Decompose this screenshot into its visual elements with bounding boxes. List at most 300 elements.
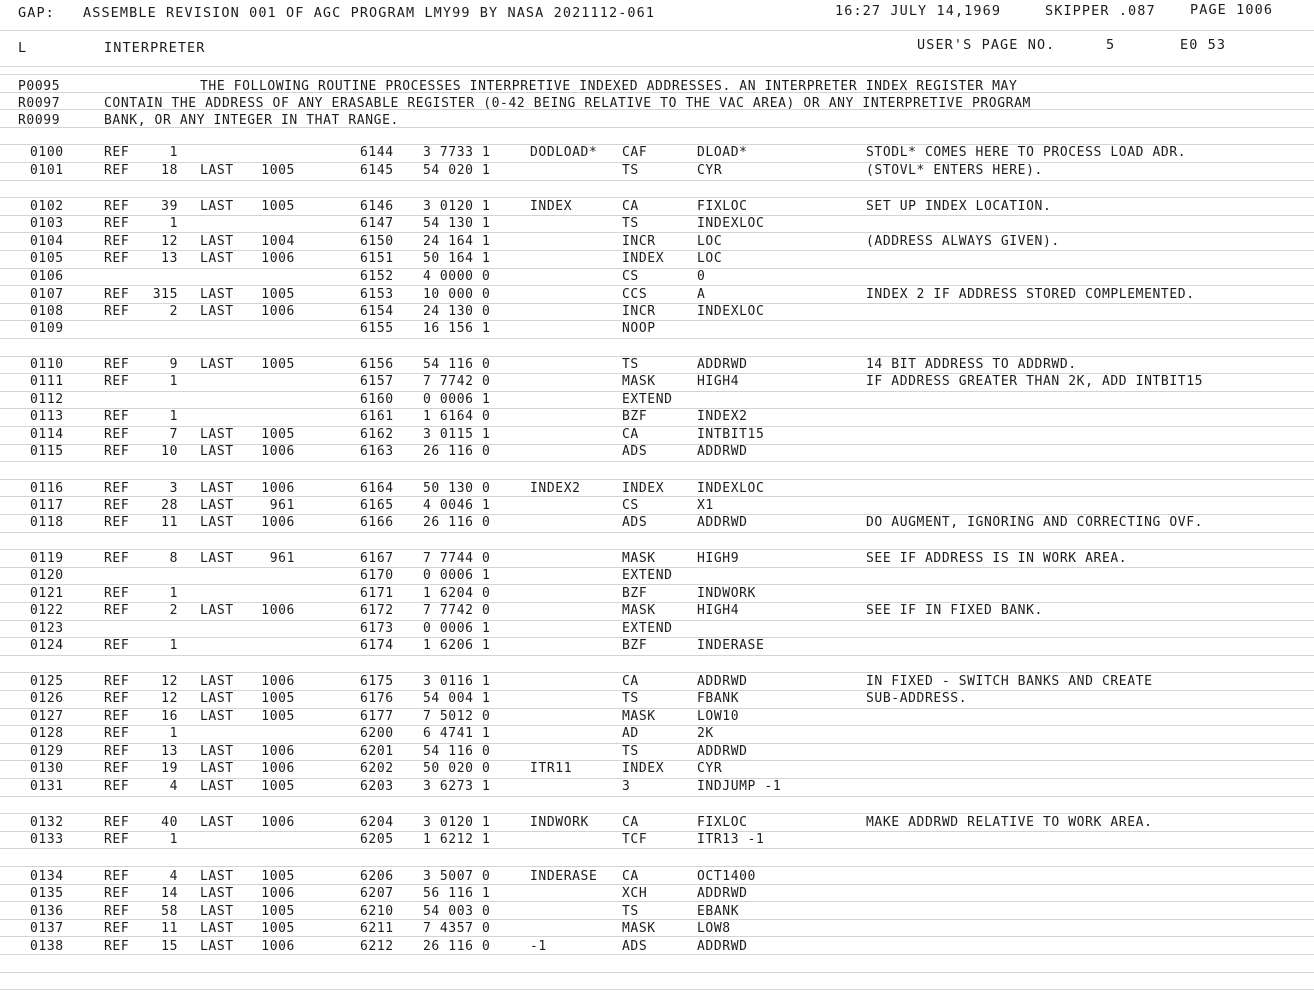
- octal-code: 3 0116 1: [423, 674, 491, 689]
- last-keyword: LAST: [200, 815, 234, 830]
- listing-line-number: 0109: [30, 321, 64, 336]
- location-address: 6144: [360, 145, 394, 160]
- header-assemble: ASSEMBLE REVISION 001 OF AGC PROGRAM LMY99 BY NASA 2021112-061: [83, 5, 656, 21]
- last-page: 1005: [261, 869, 295, 884]
- location-address: 6207: [360, 886, 394, 901]
- ref-count: 7: [169, 427, 178, 442]
- operand: INDJUMP -1: [697, 779, 782, 794]
- opcode: MASK: [622, 709, 656, 724]
- octal-code: 54 004 1: [423, 691, 491, 706]
- ref-count: 4: [169, 869, 178, 884]
- operand: 0: [697, 269, 706, 284]
- octal-code: 1 6204 0: [423, 586, 491, 601]
- last-keyword: LAST: [200, 251, 234, 266]
- ref-count: 19: [161, 761, 178, 776]
- listing-line-number: 0105: [30, 251, 64, 266]
- comment: SEE IF IN FIXED BANK.: [866, 603, 1043, 618]
- last-page: 1006: [261, 603, 295, 618]
- opcode: BZF: [622, 638, 648, 653]
- ref-count: 16: [161, 709, 178, 724]
- listing-line-number: 0101: [30, 163, 64, 178]
- ref-keyword: REF: [104, 409, 130, 424]
- ref-count: 9: [169, 357, 178, 372]
- ref-keyword: REF: [104, 145, 130, 160]
- last-keyword: LAST: [200, 304, 234, 319]
- listing-line-number: 0129: [30, 744, 64, 759]
- listing-line-number: 0106: [30, 269, 64, 284]
- ref-count: 1: [169, 586, 178, 601]
- octal-code: 54 003 0: [423, 904, 491, 919]
- ref-keyword: REF: [104, 586, 130, 601]
- ref-count: 2: [169, 603, 178, 618]
- operand: FIXLOC: [697, 199, 748, 214]
- comment: SUB-ADDRESS.: [866, 691, 968, 706]
- last-keyword: LAST: [200, 481, 234, 496]
- location-address: 6203: [360, 779, 394, 794]
- ref-keyword: REF: [104, 427, 130, 442]
- operand: FIXLOC: [697, 815, 748, 830]
- operand: ADDRWD: [697, 939, 748, 954]
- ref-keyword: REF: [104, 691, 130, 706]
- octal-code: 26 116 0: [423, 515, 491, 530]
- ref-keyword: REF: [104, 939, 130, 954]
- location-address: 6212: [360, 939, 394, 954]
- octal-code: 3 0120 1: [423, 815, 491, 830]
- ref-keyword: REF: [104, 163, 130, 178]
- ref-count: 11: [161, 515, 178, 530]
- ref-keyword: REF: [104, 832, 130, 847]
- operand: A: [697, 287, 706, 302]
- last-keyword: LAST: [200, 709, 234, 724]
- last-keyword: LAST: [200, 234, 234, 249]
- ref-keyword: REF: [104, 779, 130, 794]
- opcode: CA: [622, 674, 639, 689]
- operand: HIGH4: [697, 374, 740, 389]
- last-keyword: LAST: [200, 287, 234, 302]
- ref-keyword: REF: [104, 481, 130, 496]
- ref-count: 10: [161, 444, 178, 459]
- header-page: PAGE 1006: [1190, 2, 1274, 18]
- last-page: 1005: [261, 163, 295, 178]
- opcode: CAF: [622, 145, 648, 160]
- listing-line-number: 0116: [30, 481, 64, 496]
- operand: INDEXLOC: [697, 304, 765, 319]
- octal-code: 0 0006 1: [423, 392, 491, 407]
- ref-keyword: REF: [104, 921, 130, 936]
- ref-keyword: REF: [104, 904, 130, 919]
- ref-keyword: REF: [104, 515, 130, 530]
- last-page: 1005: [261, 904, 295, 919]
- ref-count: 1: [169, 832, 178, 847]
- octal-code: 7 7742 0: [423, 603, 491, 618]
- ref-keyword: REF: [104, 761, 130, 776]
- ref-count: 12: [161, 674, 178, 689]
- last-page: 1006: [261, 304, 295, 319]
- operand: INDWORK: [697, 586, 756, 601]
- octal-code: 7 5012 0: [423, 709, 491, 724]
- last-page: 1005: [261, 921, 295, 936]
- opcode: TS: [622, 904, 639, 919]
- ref-keyword: REF: [104, 726, 130, 741]
- last-keyword: LAST: [200, 498, 234, 513]
- listing-line-number: 0126: [30, 691, 64, 706]
- operand: CYR: [697, 163, 723, 178]
- ref-count: 4: [169, 779, 178, 794]
- ref-keyword: REF: [104, 603, 130, 618]
- operand: CYR: [697, 761, 723, 776]
- location-address: 6177: [360, 709, 394, 724]
- octal-code: 54 130 1: [423, 216, 491, 231]
- location-address: 6164: [360, 481, 394, 496]
- opcode: EXTEND: [622, 621, 673, 636]
- listing-line-number: 0113: [30, 409, 64, 424]
- opcode: TS: [622, 691, 639, 706]
- octal-code: 1 6164 0: [423, 409, 491, 424]
- location-address: 6167: [360, 551, 394, 566]
- operand: FBANK: [697, 691, 740, 706]
- opcode: NOOP: [622, 321, 656, 336]
- ref-keyword: REF: [104, 638, 130, 653]
- octal-code: 7 7744 0: [423, 551, 491, 566]
- location-address: 6150: [360, 234, 394, 249]
- operand: INDERASE: [697, 638, 765, 653]
- location-address: 6176: [360, 691, 394, 706]
- operand: LOW10: [697, 709, 740, 724]
- ref-count: 13: [161, 744, 178, 759]
- last-page: 1005: [261, 287, 295, 302]
- symbol-label: INDEX: [530, 199, 573, 214]
- operand: ADDRWD: [697, 357, 748, 372]
- ref-count: 1: [169, 145, 178, 160]
- octal-code: 3 0120 1: [423, 199, 491, 214]
- header-skipper: SKIPPER .087: [1045, 3, 1156, 19]
- location-address: 6204: [360, 815, 394, 830]
- location-address: 6153: [360, 287, 394, 302]
- last-page: 1006: [261, 744, 295, 759]
- last-keyword: LAST: [200, 551, 234, 566]
- operand: INDEXLOC: [697, 216, 765, 231]
- last-page: 1004: [261, 234, 295, 249]
- octal-code: 50 020 0: [423, 761, 491, 776]
- opcode: TS: [622, 357, 639, 372]
- last-keyword: LAST: [200, 886, 234, 901]
- section-title: INTERPRETER: [104, 40, 206, 56]
- operand: LOC: [697, 251, 723, 266]
- last-keyword: LAST: [200, 427, 234, 442]
- octal-code: 1 6206 1: [423, 638, 491, 653]
- opcode: XCH: [622, 886, 648, 901]
- listing-line-number: 0127: [30, 709, 64, 724]
- location-address: 6206: [360, 869, 394, 884]
- opcode: CS: [622, 269, 639, 284]
- comment: DO AUGMENT, IGNORING AND CORRECTING OVF.: [866, 515, 1204, 530]
- last-page: 1005: [261, 691, 295, 706]
- location-address: 6151: [360, 251, 394, 266]
- octal-code: 54 020 1: [423, 163, 491, 178]
- location-address: 6145: [360, 163, 394, 178]
- location-address: 6163: [360, 444, 394, 459]
- listing-line-number: 0119: [30, 551, 64, 566]
- operand: HIGH9: [697, 551, 740, 566]
- last-page: 1005: [261, 779, 295, 794]
- ref-count: 2: [169, 304, 178, 319]
- last-page: 1006: [261, 251, 295, 266]
- ref-count: 1: [169, 374, 178, 389]
- comment: IN FIXED - SWITCH BANKS AND CREATE: [866, 674, 1153, 689]
- comment: IF ADDRESS GREATER THAN 2K, ADD INTBIT15: [866, 374, 1204, 389]
- location-address: 6171: [360, 586, 394, 601]
- last-page: 1005: [261, 199, 295, 214]
- last-keyword: LAST: [200, 761, 234, 776]
- location-address: 6175: [360, 674, 394, 689]
- last-page: 1006: [261, 444, 295, 459]
- listing-line-number: 0118: [30, 515, 64, 530]
- location-address: 6172: [360, 603, 394, 618]
- listing-line-number: 0102: [30, 199, 64, 214]
- ref-keyword: REF: [104, 199, 130, 214]
- operand: INDEX2: [697, 409, 748, 424]
- last-page: 1005: [261, 427, 295, 442]
- opcode: INDEX: [622, 481, 665, 496]
- operand: INDEXLOC: [697, 481, 765, 496]
- opcode: BZF: [622, 409, 648, 424]
- eo-code: E0 53: [1180, 37, 1227, 53]
- intro-line-id: P0095: [18, 79, 61, 94]
- opcode: TS: [622, 744, 639, 759]
- last-keyword: LAST: [200, 744, 234, 759]
- users-page-number: 5: [1106, 37, 1116, 53]
- listing-line-number: 0112: [30, 392, 64, 407]
- location-address: 6174: [360, 638, 394, 653]
- listing-line-number: 0130: [30, 761, 64, 776]
- opcode: EXTEND: [622, 568, 673, 583]
- opcode: INDEX: [622, 761, 665, 776]
- location-address: 6155: [360, 321, 394, 336]
- ref-count: 18: [161, 163, 178, 178]
- opcode: CS: [622, 498, 639, 513]
- ref-keyword: REF: [104, 251, 130, 266]
- listing-line-number: 0100: [30, 145, 64, 160]
- last-page: 1006: [261, 761, 295, 776]
- listing-line-number: 0132: [30, 815, 64, 830]
- listing-line-number: 0128: [30, 726, 64, 741]
- symbol-label: -1: [530, 939, 547, 954]
- ref-count: 13: [161, 251, 178, 266]
- listing-line-number: 0124: [30, 638, 64, 653]
- location-address: 6157: [360, 374, 394, 389]
- octal-code: 4 0046 1: [423, 498, 491, 513]
- opcode: MASK: [622, 603, 656, 618]
- ref-count: 1: [169, 216, 178, 231]
- ref-count: 28: [161, 498, 178, 513]
- ref-keyword: REF: [104, 674, 130, 689]
- opcode: TS: [622, 216, 639, 231]
- opcode: CCS: [622, 287, 648, 302]
- last-keyword: LAST: [200, 691, 234, 706]
- location-address: 6160: [360, 392, 394, 407]
- comment: SEE IF ADDRESS IS IN WORK AREA.: [866, 551, 1128, 566]
- ref-keyword: REF: [104, 444, 130, 459]
- operand: ADDRWD: [697, 444, 748, 459]
- operand: ADDRWD: [697, 744, 748, 759]
- opcode: MASK: [622, 374, 656, 389]
- listing-line-number: 0121: [30, 586, 64, 601]
- operand: INTBIT15: [697, 427, 765, 442]
- location-address: 6152: [360, 269, 394, 284]
- symbol-label: INDEX2: [530, 481, 581, 496]
- operand: HIGH4: [697, 603, 740, 618]
- octal-code: 24 164 1: [423, 234, 491, 249]
- ref-count: 15: [161, 939, 178, 954]
- listing-line-number: 0136: [30, 904, 64, 919]
- listing-line-number: 0135: [30, 886, 64, 901]
- last-keyword: LAST: [200, 199, 234, 214]
- last-page: 961: [269, 551, 295, 566]
- opcode: TCF: [622, 832, 648, 847]
- intro-line-text: CONTAIN THE ADDRESS OF ANY ERASABLE REGISTER (0-42 BEING RELATIVE TO THE VAC AREA) OR ANY INTERPRETIVE PROGRAM: [104, 96, 1031, 111]
- location-address: 6156: [360, 357, 394, 372]
- octal-code: 24 130 0: [423, 304, 491, 319]
- operand: X1: [697, 498, 714, 513]
- ref-count: 11: [161, 921, 178, 936]
- location-address: 6165: [360, 498, 394, 513]
- listing-line-number: 0110: [30, 357, 64, 372]
- octal-code: 16 156 1: [423, 321, 491, 336]
- symbol-label: INDERASE: [530, 869, 598, 884]
- last-keyword: LAST: [200, 921, 234, 936]
- listing-line-number: 0114: [30, 427, 64, 442]
- opcode: INCR: [622, 304, 656, 319]
- listing-line-number: 0107: [30, 287, 64, 302]
- listing-line-number: 0117: [30, 498, 64, 513]
- ref-keyword: REF: [104, 551, 130, 566]
- last-page: 1005: [261, 357, 295, 372]
- users-page-label: USER'S PAGE NO.: [917, 37, 1056, 53]
- last-page: 1006: [261, 939, 295, 954]
- location-address: 6205: [360, 832, 394, 847]
- listing-line-number: 0137: [30, 921, 64, 936]
- last-page: 1006: [261, 674, 295, 689]
- listing-line-number: 0104: [30, 234, 64, 249]
- last-keyword: LAST: [200, 674, 234, 689]
- ref-count: 40: [161, 815, 178, 830]
- listing-line-number: 0120: [30, 568, 64, 583]
- listing-line-number: 0111: [30, 374, 64, 389]
- last-keyword: LAST: [200, 869, 234, 884]
- last-page: 1005: [261, 709, 295, 724]
- opcode: CA: [622, 427, 639, 442]
- opcode: CA: [622, 869, 639, 884]
- ref-count: 1: [169, 726, 178, 741]
- opcode: 3: [622, 779, 631, 794]
- opcode: ADS: [622, 444, 648, 459]
- listing-line-number: 0125: [30, 674, 64, 689]
- opcode: EXTEND: [622, 392, 673, 407]
- ref-count: 3: [169, 481, 178, 496]
- last-keyword: LAST: [200, 163, 234, 178]
- location-address: 6211: [360, 921, 394, 936]
- octal-code: 0 0006 1: [423, 621, 491, 636]
- listing-line-number: 0131: [30, 779, 64, 794]
- octal-code: 0 0006 1: [423, 568, 491, 583]
- listing-line-number: 0138: [30, 939, 64, 954]
- last-keyword: LAST: [200, 357, 234, 372]
- comment: (STOVL* ENTERS HERE).: [866, 163, 1043, 178]
- last-keyword: LAST: [200, 779, 234, 794]
- ref-keyword: REF: [104, 287, 130, 302]
- ref-keyword: REF: [104, 216, 130, 231]
- opcode: CA: [622, 815, 639, 830]
- ref-count: 12: [161, 234, 178, 249]
- ref-count: 315: [152, 287, 178, 302]
- octal-code: 3 7733 1: [423, 145, 491, 160]
- octal-code: 1 6212 1: [423, 832, 491, 847]
- listing-line-number: 0122: [30, 603, 64, 618]
- ref-count: 8: [169, 551, 178, 566]
- location-address: 6146: [360, 199, 394, 214]
- octal-code: 3 0115 1: [423, 427, 491, 442]
- last-page: 1006: [261, 815, 295, 830]
- last-page: 1006: [261, 886, 295, 901]
- ref-count: 1: [169, 409, 178, 424]
- location-address: 6161: [360, 409, 394, 424]
- octal-code: 26 116 0: [423, 939, 491, 954]
- comment: INDEX 2 IF ADDRESS STORED COMPLEMENTED.: [866, 287, 1195, 302]
- operand: LOC: [697, 234, 723, 249]
- location-address: 6200: [360, 726, 394, 741]
- location-address: 6201: [360, 744, 394, 759]
- ref-keyword: REF: [104, 498, 130, 513]
- opcode: TS: [622, 163, 639, 178]
- header-gap: GAP:: [18, 5, 55, 21]
- last-page: 1006: [261, 481, 295, 496]
- intro-line-id: R0099: [18, 113, 61, 128]
- header-l: L: [18, 40, 28, 56]
- ref-keyword: REF: [104, 869, 130, 884]
- opcode: ADS: [622, 515, 648, 530]
- location-address: 6202: [360, 761, 394, 776]
- octal-code: 3 6273 1: [423, 779, 491, 794]
- location-address: 6166: [360, 515, 394, 530]
- intro-line-text: THE FOLLOWING ROUTINE PROCESSES INTERPRETIVE INDEXED ADDRESSES. AN INTERPRETER INDEX REGISTER MAY: [200, 79, 1018, 94]
- operand: ADDRWD: [697, 515, 748, 530]
- opcode: MASK: [622, 551, 656, 566]
- last-page: 961: [269, 498, 295, 513]
- ref-keyword: REF: [104, 709, 130, 724]
- last-page: 1006: [261, 515, 295, 530]
- header-datetime: 16:27 JULY 14,1969: [835, 3, 1002, 19]
- operand: ADDRWD: [697, 886, 748, 901]
- octal-code: 54 116 0: [423, 357, 491, 372]
- listing-line-number: 0133: [30, 832, 64, 847]
- operand: LOW8: [697, 921, 731, 936]
- listing-line-number: 0108: [30, 304, 64, 319]
- comment: STODL* COMES HERE TO PROCESS LOAD ADR.: [866, 145, 1187, 160]
- octal-code: 54 116 0: [423, 744, 491, 759]
- octal-code: 7 4357 0: [423, 921, 491, 936]
- operand: OCT1400: [697, 869, 756, 884]
- ref-keyword: REF: [104, 357, 130, 372]
- ref-count: 58: [161, 904, 178, 919]
- octal-code: 50 164 1: [423, 251, 491, 266]
- comment: MAKE ADDRWD RELATIVE TO WORK AREA.: [866, 815, 1153, 830]
- ref-keyword: REF: [104, 304, 130, 319]
- octal-code: 4 0000 0: [423, 269, 491, 284]
- opcode: BZF: [622, 586, 648, 601]
- symbol-label: DODLOAD*: [530, 145, 598, 160]
- ref-keyword: REF: [104, 886, 130, 901]
- listing-line-number: 0103: [30, 216, 64, 231]
